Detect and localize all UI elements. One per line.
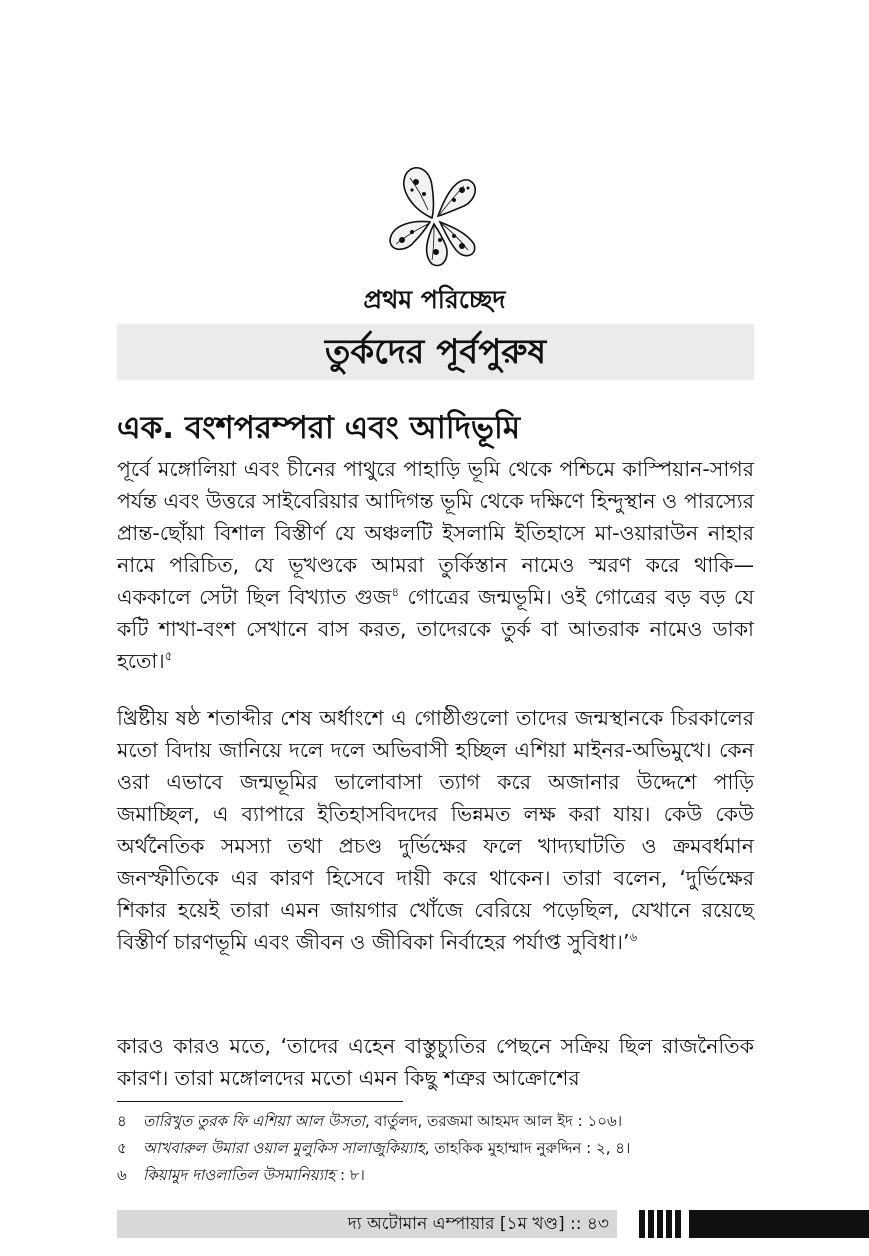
footnote-source-title: কিয়ামুদ দাওলাতিল উসমানিয়্যাহ <box>143 1166 336 1184</box>
footnote-source-details: , বার্তুলদ, তরজমা আহমদ আল ইদ : ১০৬। <box>364 1112 623 1130</box>
footer-tick <box>657 1210 663 1238</box>
footnote-text <box>143 1162 365 1189</box>
paragraph-1-text-a: পূর্বে মঙ্গোলিয়া এবং চীনের পাথুরে পাহাড়ি ভূমি থেকে পশ্চিমে কাস্পিয়ান-সাগর পর্যন্ত এবং উত্তরে সাইবেরিয়ার আদিগন্ত ভূমি থেকে দক্ষিণে হিন্দুস্থান ও পারস্যের প্রান্ত-ছোঁয়া বিশাল বিস্তীর্ণ যে অঞ্চলটি ইসলামি ইতিহাসে মা-ওয়ারাউন নাহার নামে পরিচিত, যে ভূখণ্ডকে আমরা তুর্কিস্তান নামেও স্মরণ করে থাকি—এককালে সেটা ছিল বিখ্যাত গুজ <box>117 457 754 609</box>
footer-tick <box>648 1210 654 1238</box>
footnote-divider <box>117 1101 403 1102</box>
footer-solid-block <box>689 1210 869 1238</box>
paragraph-2-text: খ্রিষ্টীয় ষষ্ঠ শতাব্দীর শেষ অর্ধাংশে এ গোষ্ঠীগুলো তাদের জন্মস্থানকে চিরকালের মতো বিদায় জানিয়ে দলে দলে অভিবাসী হচ্ছিল এশিয়া মাইনর-অভিমুখে। কেন ওরা এভাবে জন্মভূমির ভালোবাসা ত্যাগ করে অজানার উদ্দেশে পাড়ি জমাচ্ছিল, এ ব্যাপারে ইতিহাসবিদদের ভিন্নমত লক্ষ করা যায়। কেউ কেউ অর্থনৈতিক সমস্যা তথা প্রচণ্ড দুর্ভিক্ষের ফলে খাদ্যঘাটতি ও ক্রমবর্ধমান জনস্ফীতিকে এর কারণ হিসেবে দায়ী করে থাকেন। তারা বলেন, ‘দুর্ভিক্ষের শিকার হয়েই তারা এমন জায়গার খোঁজে বেরিয়ে পড়েছিল, যেখানে রয়েছে বিস্তীর্ণ চারণভূমি এবং জীবন ও জীবিকা নির্বাহের পর্যাপ্ত সুবিধা।’ <box>117 706 754 954</box>
footer-tick <box>675 1210 681 1238</box>
footnote-number: ৫ <box>117 1139 127 1157</box>
paragraph-3 <box>117 1030 754 1094</box>
footnote-source-title: তারিখুত তুরক ফি এশিয়া আল উসতা <box>143 1112 365 1130</box>
paragraph-2 <box>117 702 754 958</box>
section-heading: এক. বংশপরম্পরা এবং আদিভূমি <box>117 410 521 446</box>
paragraph-3-text: কারও কারও মতে, ‘তাদের এহেন বাস্তুচ্যুতির পেছনে সক্রিয় ছিল রাজনৈতিক কারণ। তারা মঙ্গোলদের মতো এমন কিছু শত্রুর আক্রোশের <box>117 1034 754 1090</box>
footnote-ref-6: ৬ <box>629 930 638 945</box>
footnote-item <box>117 1135 757 1162</box>
footnote-number: ৪ <box>117 1112 127 1130</box>
footnote-text <box>143 1135 630 1162</box>
running-footer-title: দ্য অটোমান এম্পায়ার [১ম খণ্ড] :: ৪৩ <box>347 1214 609 1234</box>
footnote-ref-5: ৫ <box>164 649 173 664</box>
chapter-title-bar <box>117 324 754 380</box>
chapter-title: তুর্কদের পূর্বপুরুষ <box>324 332 547 372</box>
paragraph-1 <box>117 453 754 677</box>
paragraph-1-text-b: গোত্রের জন্মভূমি। ওই গোত্রের বড় বড় যে কটি শাখা-বংশ সেখানে বাস করত, তাদেরকে তুর্ক বা আতরাক নামেও ডাকা হতো। <box>117 585 754 673</box>
paisley-flower-ornament-icon <box>384 160 484 270</box>
footnote-ref-4: ৪ <box>391 585 400 600</box>
footer-tick <box>666 1210 672 1238</box>
footnote-source-details: : ৮। <box>335 1166 365 1184</box>
footnote-source-title: আখবারুল উমারা ওয়াল মুলুকিস সালাজুকিয়্যাহ <box>143 1139 425 1157</box>
footnote-item <box>117 1162 757 1189</box>
footer-tick-marks <box>639 1210 684 1238</box>
footnote-item <box>117 1108 757 1135</box>
footnotes-list <box>117 1108 757 1189</box>
running-footer-bar <box>117 1210 617 1238</box>
footnote-number: ৬ <box>117 1166 127 1184</box>
footnote-source-details: , তাহকিক মুহাম্মাদ নুরুদ্দিন : ২, ৪। <box>424 1139 631 1157</box>
footer-tick <box>639 1210 645 1238</box>
chapter-label: প্রথম পরিচ্ছেদ <box>363 285 506 314</box>
footnote-text <box>143 1108 622 1135</box>
